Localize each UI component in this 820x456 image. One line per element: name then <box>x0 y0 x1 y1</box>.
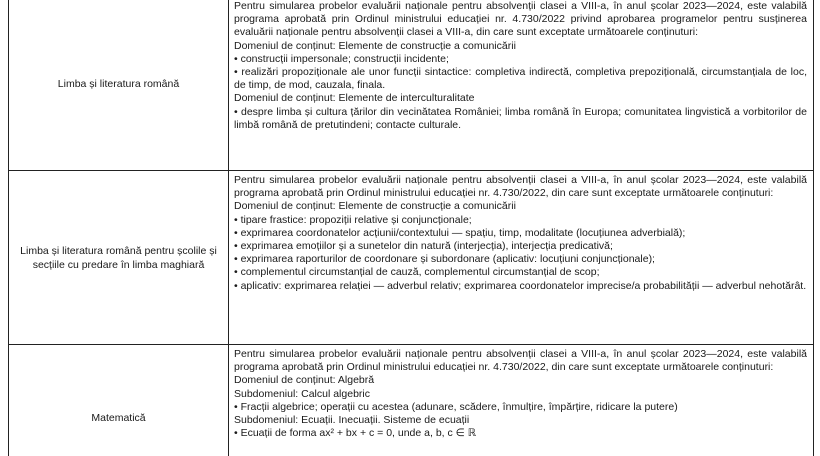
content-cell <box>229 171 814 345</box>
list-item: • aplicativ: exprimarea relației — adverbul relativ; exprimarea coordonatelor imprecise/a probabilității — adverbul nehotărât. <box>234 279 807 292</box>
list-item: • complementul circumstanțial de cauză, complementul circumstanțial de scop; <box>234 266 600 279</box>
domain-heading: Domeniul de conținut: Elemente de construcție a comunicării <box>234 39 516 52</box>
domain-heading: Domeniul de conținut: Algebră <box>234 374 375 387</box>
subject-label: Limba și literatura română <box>57 77 180 90</box>
domain-heading: Domeniul de conținut: Elemente de interculturalitate <box>234 92 475 105</box>
intro-text: Pentru simularea probelor evaluării naționale pentru absolvenții clasei a VIII-a, în anul școlar 2023—2024, este valabilă programa aprobată prin Ordinul ministrului educației nr. 4.730/2022, din care sunt exceptate următoarele conținuturi: <box>234 348 807 374</box>
content-cell <box>229 345 814 456</box>
list-item: • construcții impersonale; construcții incidente; <box>234 52 449 65</box>
subject-cell <box>9 345 229 456</box>
list-item: • despre limba și cultura țărilor din vecinătatea României; limba română în Europa; comunitatea lingvistică a vorbitorilor de limbă română de pretutindeni; contacte culturale. <box>234 105 807 131</box>
list-item: • Ecuații de forma ax² + bx + c = 0, unde a, b, c ∈ ℝ <box>234 427 477 440</box>
intro-text: Pentru simularea probelor evaluării naționale pentru absolvenții clasei a VIII-a, în anul școlar 2023—2024, este valabilă programa aprobată prin Ordinul ministrului educației nr. 4.730/2022 privind aprobarea programelor pentru susținerea evaluării naționale pentru absolvenții clasei a VIII-a, din care sunt exceptate următoarele conținuturi: <box>234 0 807 39</box>
exceptions-table <box>8 0 814 456</box>
content-cell <box>229 0 814 171</box>
intro-text: Pentru simularea probelor evaluării naționale pentru absolvenții clasei a VIII-a, în anul școlar 2023—2024, este valabilă programa aprobată prin Ordinul ministrului educației nr. 4.730/2022, din care sunt exceptate următoarele conținuturi: <box>234 174 807 200</box>
table-row <box>9 345 814 456</box>
subject-cell <box>9 171 229 345</box>
subject-label: Limba și literatura română pentru școlile și secțiile cu predare în limba maghiară <box>20 244 217 271</box>
subject-cell <box>9 0 229 171</box>
list-item: • exprimarea raporturilor de coordonare și subordonare (aplicativ: locuțiuni conjuncționale); <box>234 253 655 266</box>
list-item: • realizări propoziționale ale unor funcții sintactice: completiva indirectă, completiva prepozițională, circumstanțiala de loc, de timp, de mod, cauzala, finala. <box>234 66 807 92</box>
subdomain-heading: Subdomeniul: Calcul algebric <box>234 387 370 400</box>
domain-heading: Domeniul de conținut: Elemente de construcție a comunicării <box>234 200 516 213</box>
table-row <box>9 0 814 171</box>
list-item: • Fracții algebrice; operații cu acestea (adunare, scădere, înmulțire, împărțire, ridicare la putere) <box>234 400 678 413</box>
list-item: • tipare frastice: propoziții relative și conjuncționale; <box>234 213 472 226</box>
list-item: • exprimarea coordonatelor acțiunii/contextului — spațiu, timp, modalitate (locuțiunea adverbială); <box>234 226 686 239</box>
list-item: • exprimarea emoțiilor și a sunetelor din natură (interjecția), interjecția predicativă; <box>234 240 613 253</box>
subject-label: Matematică <box>91 411 146 424</box>
subdomain-heading: Subdomeniul: Ecuații. Inecuații. Sisteme de ecuații <box>234 414 470 427</box>
table-row <box>9 171 814 345</box>
